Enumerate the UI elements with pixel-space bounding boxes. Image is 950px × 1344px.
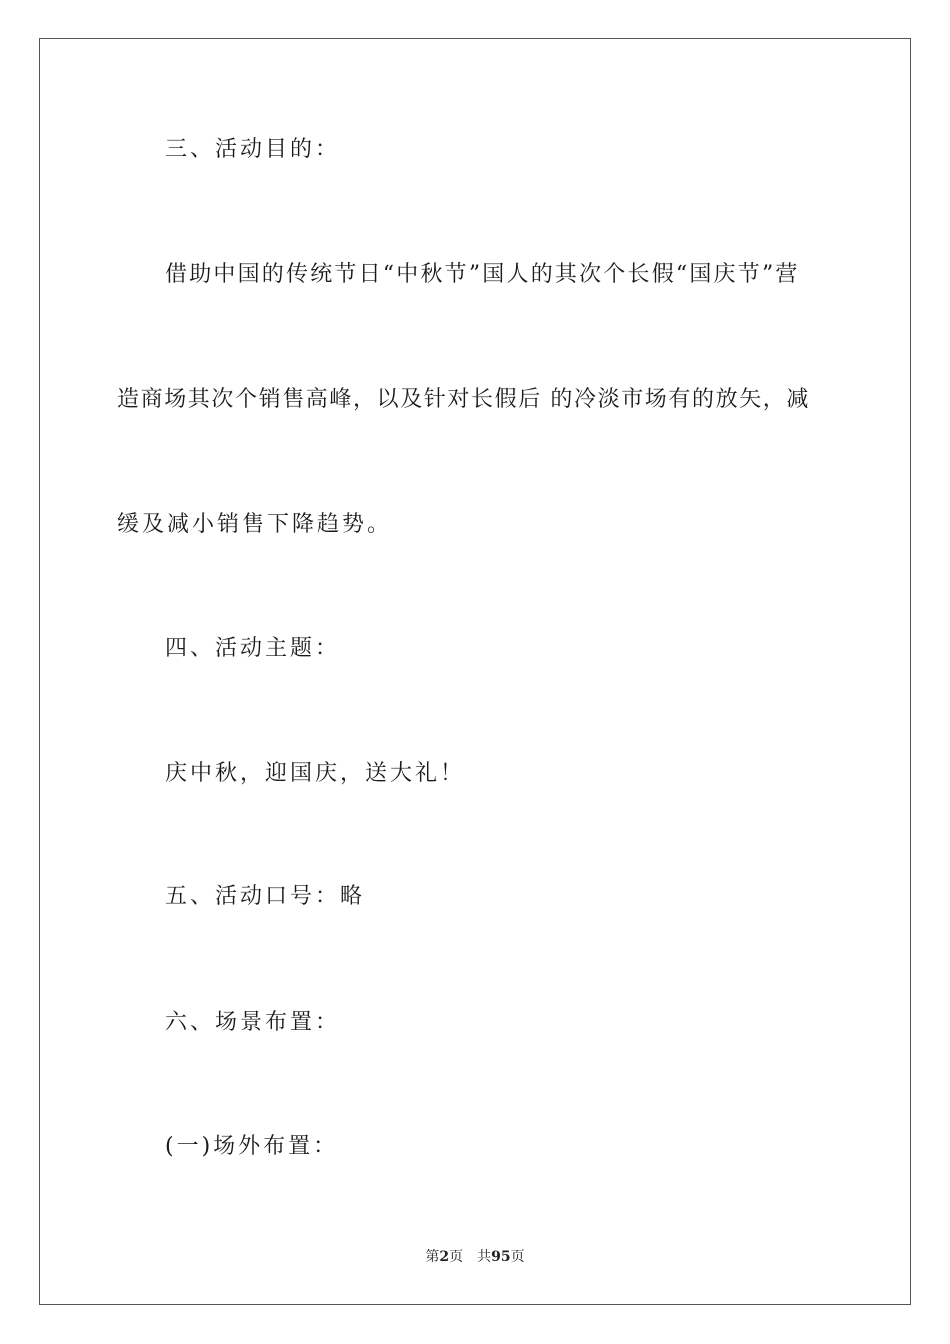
paragraph-purpose-line-2: 造商场其次个销售高峰，以及针对长假后 的冷淡市场有的放矢，减 [117,387,810,412]
paragraph-theme: 庆中秋，迎国庆，送大礼！ [165,761,466,786]
footer-total-suffix: 页 [510,1249,525,1265]
footer-page-prefix: 第 [425,1249,440,1265]
heading-activity-slogan: 五、活动口号：略 [165,884,366,909]
footer-page-suffix: 页 [449,1249,464,1265]
heading-activity-purpose: 三、活动目的： [165,137,341,162]
page-footer [0,1248,950,1266]
heading-scene-layout: 六、场景布置： [165,1010,341,1035]
footer-total-prefix: 共 [477,1249,492,1265]
paragraph-purpose-line-1: 借助中国的传统节日“中秋节”国人的其次个长假“国庆节”营 [165,262,800,287]
heading-activity-theme: 四、活动主题： [165,636,341,661]
paragraph-purpose-line-3: 缓及减小销售下降趋势。 [117,512,393,537]
footer-page-total: 95 [491,1249,511,1265]
heading-outdoor-layout: (一)场外布置： [165,1134,339,1159]
page-border [39,38,911,1305]
footer-page-current: 2 [439,1249,450,1265]
